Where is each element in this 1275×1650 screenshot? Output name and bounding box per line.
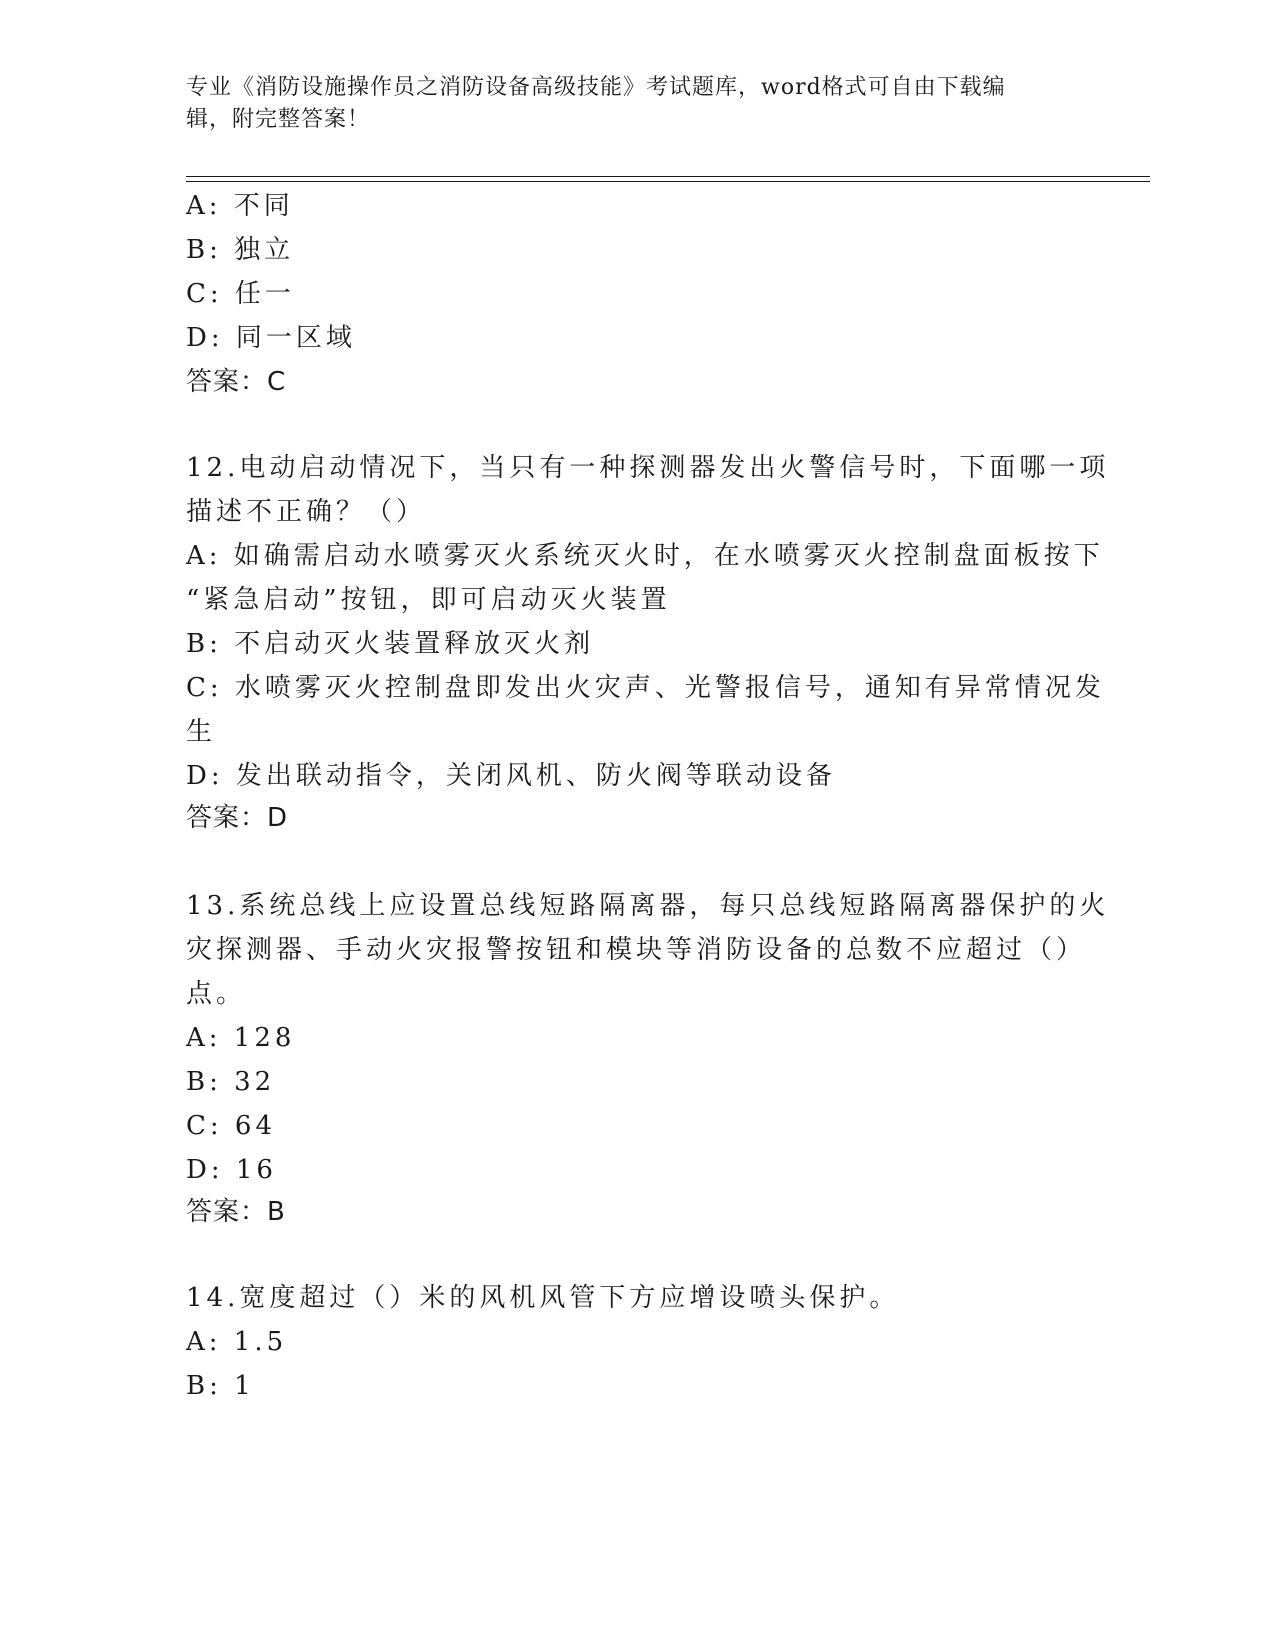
q13-option-c: C: 64 — [186, 1111, 277, 1141]
q14-option-b: B: 1 — [186, 1371, 255, 1401]
q12-option-a-line-2: “紧急启动”按钮，即可启动灭火装置 — [186, 585, 671, 615]
q12-option-d: D: 发出联动指令，关闭风机、防火阀等联动设备 — [186, 761, 836, 791]
q12-question-line-2: 描述不正确？（） — [186, 497, 427, 527]
q13-answer: 答案：B — [186, 1197, 286, 1227]
q13-option-b: B: 32 — [186, 1067, 276, 1097]
q12-answer: 答案：D — [186, 803, 289, 833]
q11-option-a: A: 不同 — [186, 191, 294, 221]
q14-question: 14.宽度超过（）米的风机风管下方应增设喷头保护。 — [186, 1283, 900, 1313]
q12-question-line-1: 12.电动启动情况下，当只有一种探测器发出火警信号时，下面哪一项 — [186, 453, 1110, 483]
q13-option-d: D: 16 — [186, 1155, 277, 1185]
header-line-2: 辑，附完整答案！ — [186, 107, 371, 132]
q11-option-c: C: 任一 — [186, 279, 295, 309]
q11-answer: 答案：C — [186, 367, 287, 397]
q14-option-a: A: 1.5 — [186, 1327, 288, 1357]
q12-option-a-line-1: A: 如确需启动水喷雾灭火系统灭火时，在水喷雾灭火控制盘面板按下 — [186, 541, 1104, 571]
q11-option-b: B: 独立 — [186, 235, 295, 265]
q12-option-b: B: 不启动灭火装置释放灭火剂 — [186, 629, 595, 659]
header-divider-bottom — [186, 181, 1150, 182]
q13-question-line-1: 13.系统总线上应设置总线短路隔离器，每只总线短路隔离器保护的火 — [186, 891, 1110, 921]
q13-question-line-3: 点。 — [186, 979, 247, 1009]
q11-option-d: D: 同一区域 — [186, 323, 356, 353]
q13-question-line-2: 灾探测器、手动火灾报警按钮和模块等消防设备的总数不应超过（） — [186, 935, 1087, 965]
q13-option-a: A: 128 — [186, 1023, 296, 1053]
q12-option-c-line-1: C: 水喷雾灭火控制盘即发出火灾声、光警报信号，通知有异常情况发 — [186, 673, 1105, 703]
header-divider-top — [186, 176, 1150, 177]
header-line-1: 专业《消防设施操作员之消防设备高级技能》考试题库，word格式可自由下载编 — [186, 75, 1006, 100]
q12-option-c-line-2: 生 — [186, 717, 217, 747]
document-header — [186, 72, 1066, 136]
